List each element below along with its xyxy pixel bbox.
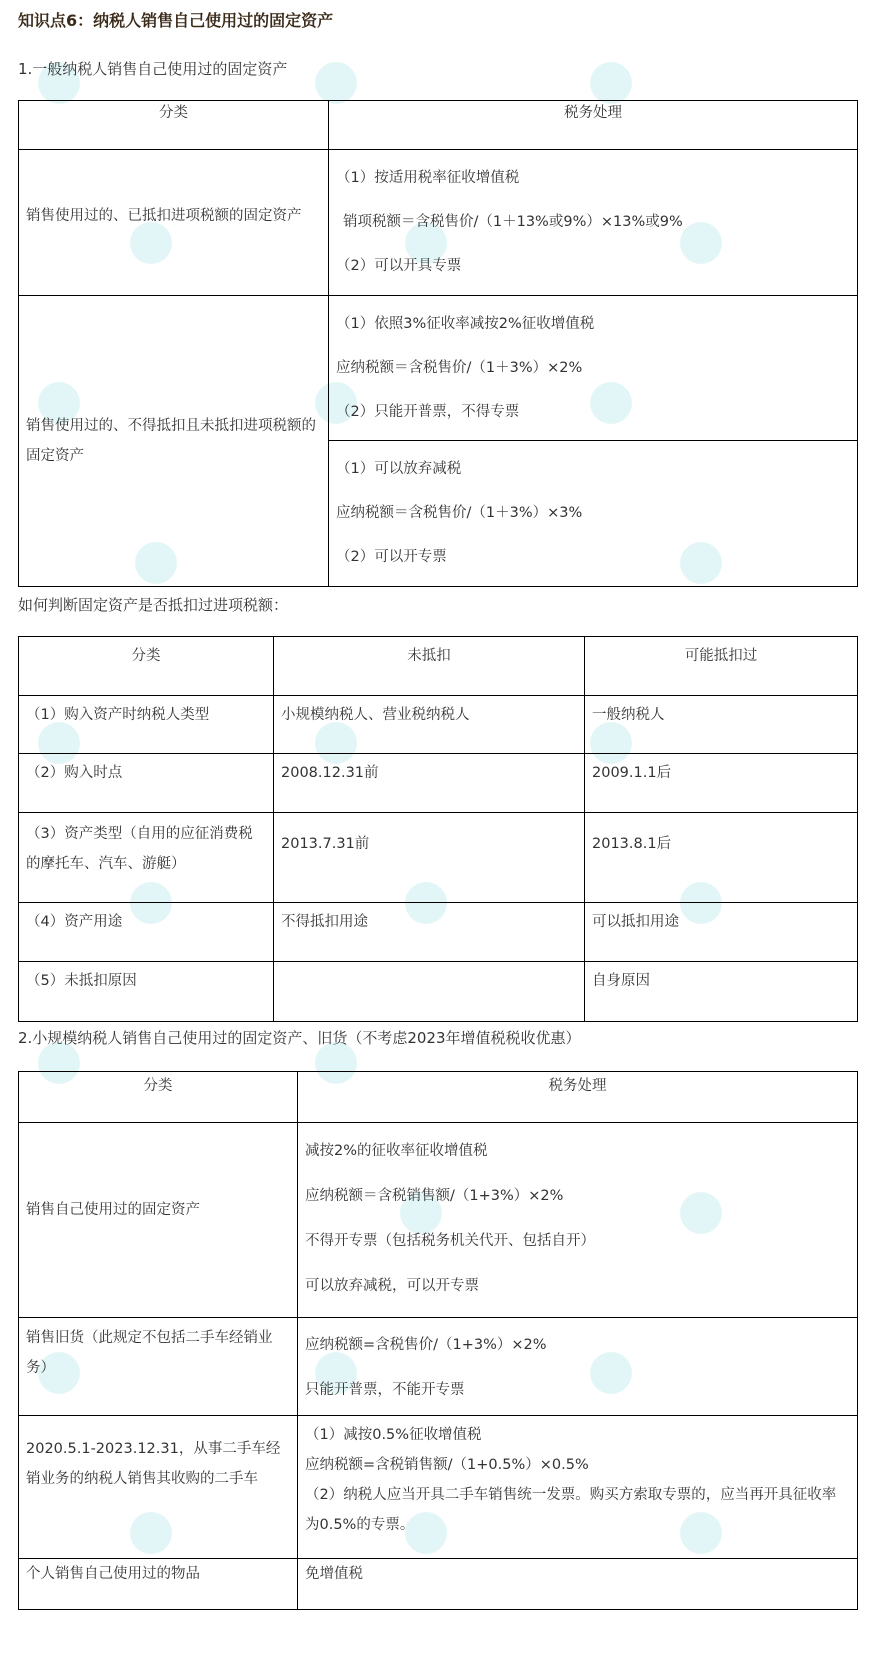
- row-treatment: [329, 150, 858, 296]
- treatment-line: 免增值税: [305, 1566, 363, 1582]
- header-category: 分类: [19, 101, 329, 150]
- header-treatment: 税务处理: [329, 101, 858, 150]
- treatment-line: 只能开普票，不能开专票: [305, 1382, 465, 1398]
- row-category: 销售旧货（此规定不包括二手车经销业务）: [19, 1318, 298, 1416]
- treatment-line: 应纳税额＝含税售价/（1＋3%）×3%: [336, 505, 583, 521]
- table-header-row: [19, 1072, 858, 1123]
- row-category: 销售使用过的、不得抵扣且未抵扣进项税额的固定资产: [19, 296, 329, 587]
- treatment-line: 可以放弃减税，可以开专票: [305, 1278, 479, 1294]
- cell-category: （2）购入时点: [19, 754, 274, 813]
- treatment-line: （2）可以开专票: [336, 549, 447, 565]
- table-row: [19, 1123, 858, 1318]
- table-row: [19, 1318, 858, 1416]
- treatment-line: （2）只能开普票，不得专票: [336, 404, 520, 420]
- table-row: [19, 813, 858, 903]
- cell-not-deducted: 2008.12.31前: [274, 754, 585, 813]
- treatment-line: 应纳税额＝含税售价/（1＋3%）×2%: [336, 360, 583, 376]
- cell-category: （1）购入资产时纳税人类型: [19, 696, 274, 754]
- treatment-line: （1）按适用税率征收增值税: [336, 170, 520, 186]
- treatment-line: （1）减按0.5%征收增值税: [305, 1427, 482, 1443]
- row-treatment-reduced: [329, 296, 858, 441]
- row-treatment: [298, 1318, 858, 1416]
- small-scale-taxpayer-table: [18, 1071, 858, 1610]
- table-header-row: [19, 101, 858, 150]
- table-row: [19, 903, 858, 962]
- cell-maybe-deducted: 一般纳税人: [585, 696, 858, 754]
- row-treatment: [298, 1123, 858, 1318]
- header-category: 分类: [19, 637, 274, 696]
- header-category: 分类: [19, 1072, 298, 1123]
- judge-heading: 如何判断固定资产是否抵扣过进项税额：: [18, 596, 289, 614]
- watermark-logo-icon: [315, 62, 357, 104]
- row-category: 2020.5.1-2023.12.31，从事二手车经销业务的纳税人销售其收购的二手车: [19, 1416, 298, 1559]
- row-treatment-waive: [329, 441, 858, 587]
- row-category: 销售自己使用过的固定资产: [19, 1123, 298, 1318]
- cell-maybe-deducted: 自身原因: [585, 962, 858, 1022]
- cell-category: （5）未抵扣原因: [19, 962, 274, 1022]
- table-row: [19, 696, 858, 754]
- header-not-deducted: 未抵扣: [274, 637, 585, 696]
- treatment-line: 应纳税额=含税售价/（1+3%）×2%: [305, 1337, 547, 1353]
- cell-maybe-deducted: 可以抵扣用途: [585, 903, 858, 962]
- treatment-line: 销项税额＝含税售价/（1＋13%或9%）×13%或9%: [343, 214, 683, 230]
- treatment-line: 应纳税额=含税销售额/（1+0.5%）×0.5%: [305, 1457, 589, 1473]
- row-treatment: [298, 1416, 858, 1559]
- table-row: [19, 296, 858, 441]
- row-category: 销售使用过的、已抵扣进项税额的固定资产: [19, 150, 329, 296]
- section1-heading: 1.一般纳税人销售自己使用过的固定资产: [18, 60, 288, 78]
- deduction-judgment-table: [18, 636, 858, 1022]
- table-row: [19, 1416, 858, 1559]
- treatment-line: 不得开专票（包括税务机关代开、包括自开）: [305, 1233, 595, 1249]
- page-title: 知识点6：纳税人销售自己使用过的固定资产: [18, 11, 334, 30]
- table-row: [19, 962, 858, 1022]
- table-row: [19, 1559, 858, 1610]
- cell-not-deducted: [274, 962, 585, 1022]
- treatment-line: 减按2%的征收率征收增值税: [305, 1143, 488, 1159]
- row-category: 个人销售自己使用过的物品: [19, 1559, 298, 1610]
- header-maybe-deducted: 可能抵扣过: [585, 637, 858, 696]
- treatment-line: （1）依照3%征收率减按2%征收增值税: [336, 316, 595, 332]
- watermark-logo-icon: [590, 62, 632, 104]
- cell-maybe-deducted: 2009.1.1后: [585, 754, 858, 813]
- general-taxpayer-table: [18, 100, 858, 587]
- cell-category: （4）资产用途: [19, 903, 274, 962]
- cell-not-deducted: 小规模纳税人、营业税纳税人: [274, 696, 585, 754]
- table-row: [19, 754, 858, 813]
- table-header-row: [19, 637, 858, 696]
- cell-maybe-deducted: 2013.8.1后: [585, 813, 858, 903]
- header-treatment: 税务处理: [298, 1072, 858, 1123]
- cell-not-deducted: 不得抵扣用途: [274, 903, 585, 962]
- table-row: [19, 150, 858, 296]
- section2-heading: 2.小规模纳税人销售自己使用过的固定资产、旧货（不考虑2023年增值税税收优惠）: [18, 1029, 581, 1047]
- treatment-line: （1）可以放弃减税: [336, 461, 462, 477]
- treatment-line: （2）可以开具专票: [336, 258, 462, 274]
- treatment-line: 应纳税额＝含税销售额/（1+3%）×2%: [305, 1188, 564, 1204]
- row-treatment: [298, 1559, 858, 1610]
- treatment-line: （2）纳税人应当开具二手车销售统一发票。购买方索取专票的，应当再开具征收率为0.5%的专票。: [305, 1487, 837, 1533]
- cell-category: （3）资产类型（自用的应征消费税的摩托车、汽车、游艇）: [19, 813, 274, 903]
- cell-not-deducted: 2013.7.31前: [274, 813, 585, 903]
